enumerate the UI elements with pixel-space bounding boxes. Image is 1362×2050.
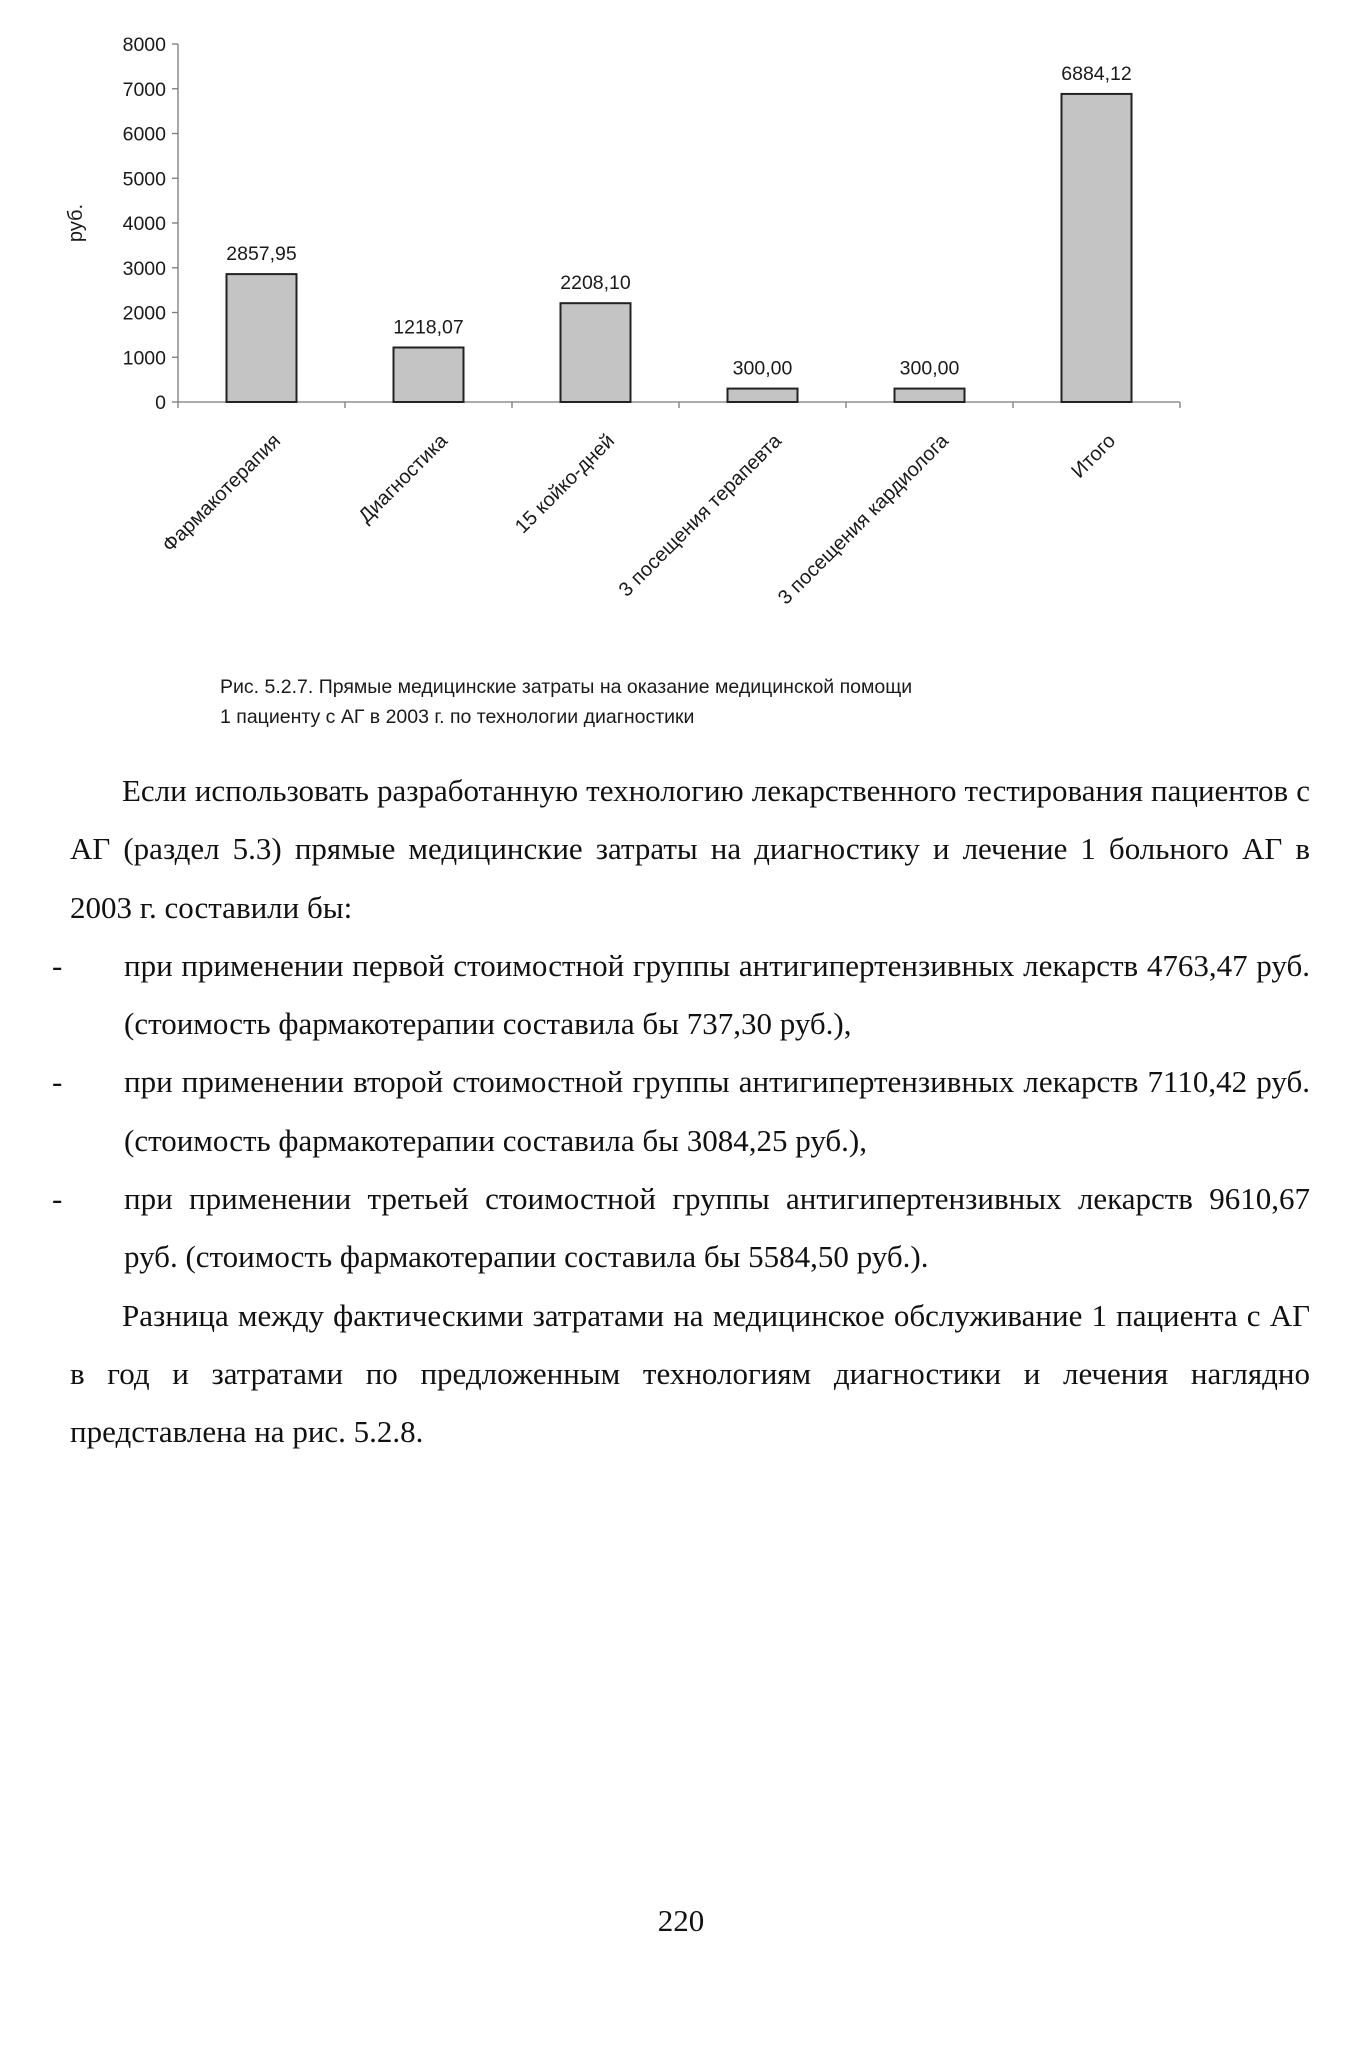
data-label: 6884,12 [1061,62,1132,85]
y-tick-label: 7000 [122,78,166,101]
list-bullet: - [52,1181,63,1217]
bar [895,389,965,402]
x-tick-label: 15 койко-дней [510,429,620,539]
data-label: 2208,10 [560,272,631,295]
paragraph-conclusion: Разница между фактическими затратами на медицинское обслуживание 1 пациента с АГ в год и затратами по предложенным технологиям диагностики и лечения наглядно представлена на рис. 5.2.8. [70,1297,1310,1450]
x-tick-label: Фармакотерапия [158,429,286,557]
y-tick-label: 2000 [122,302,166,325]
list-bullet: - [52,947,63,983]
y-tick-label: 0 [155,392,166,414]
x-tick-label: 3 посещения терапевта [614,429,787,602]
list-bullet: - [52,1064,63,1100]
y-tick-label: 4000 [122,213,166,235]
data-label: 1218,07 [393,316,464,339]
page-number: 220 [657,1903,705,1938]
caption-line-1: Рис. 5.2.7. Прямые медицинские затраты на оказание медицинской помощи [220,676,913,698]
body-text [52,762,1310,1462]
y-axis-label: руб. [65,203,87,243]
data-label: 2857,95 [226,243,297,266]
bar [728,389,798,402]
list-item-text: при применении второй стоимостной группы антигипертензивных лекарств 7110,42 руб. (стоимость фармакотерапии составила бы 3084,25 руб.), [124,1064,1310,1158]
x-tick-label: 3 посещения кардиолога [773,429,954,610]
y-tick-label: 3000 [122,257,166,280]
x-tick-label: Диагностика [354,429,453,528]
list-item-text: при применении третьей стоимостной группы антигипертензивных лекарств 9610,67 руб. (стоимость фармакотерапии составила бы 5584,50 руб.). [124,1181,1310,1275]
y-tick-label: 6000 [122,123,166,146]
list-item [52,1053,1310,1170]
bar [1062,94,1132,402]
data-label: 300,00 [899,357,960,380]
paragraph-intro: Если использовать разработанную технологию лекарственного тестирования пациентов с АГ (раздел 5.3) прямые медицинские затраты на диагностику и лечение 1 больного АГ в 2003 г. составили бы: [70,773,1310,925]
data-label: 300,00 [732,357,793,380]
x-tick-label: Итого [1067,429,1121,483]
bar-chart [60,28,1240,668]
y-tick-label: 1000 [122,347,166,370]
caption-line-2: 1 пациенту с АГ в 2003 г. по технологии диагностики [220,706,695,728]
list-item [52,1170,1310,1287]
figure-caption [220,672,1180,732]
list-item-text: при применении первой стоимостной группы антигипертензивных лекарств 4763,47 руб. (стоимость фармакотерапии составила бы 737,30 руб.), [124,947,1310,1042]
bar [561,303,631,402]
y-tick-label: 8000 [122,34,166,56]
list-item [52,937,1310,1054]
y-tick-label: 5000 [122,168,166,191]
bar [394,347,464,402]
bar [227,274,297,402]
